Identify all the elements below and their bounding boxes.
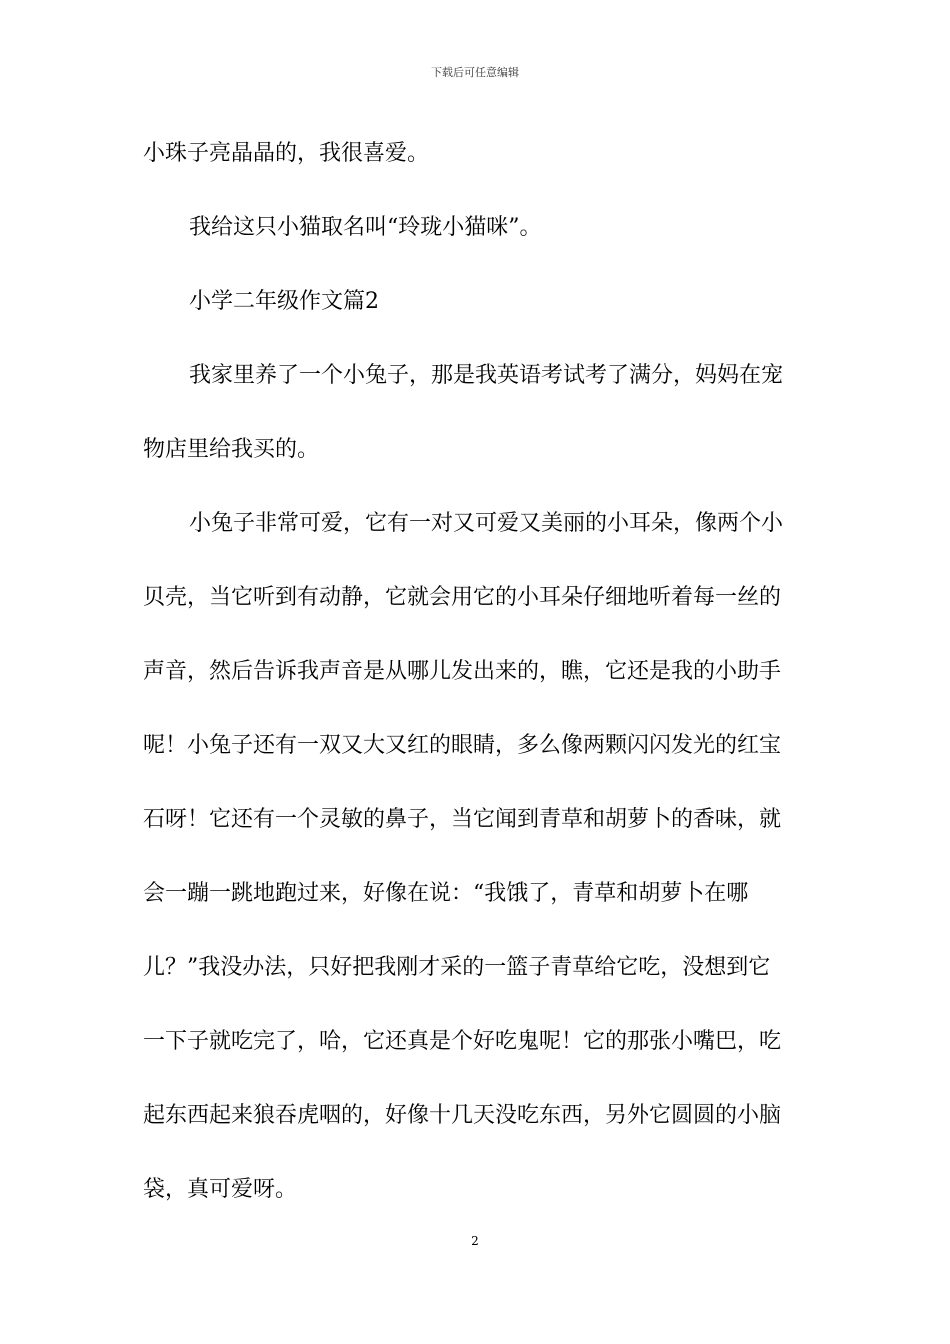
text-line: 贝壳，当它听到有动静，它就会用它的小耳朵仔细地听着每一丝的 <box>143 585 782 610</box>
text-line: 一下子就吃完了，哈，它还真是个好吃鬼呢！它的那张小嘴巴，吃 <box>143 1029 782 1054</box>
text-line: 声音，然后告诉我声音是从哪儿发出来的，瞧，它还是我的小助手 <box>143 659 782 684</box>
text-line: 物店里给我买的。 <box>143 437 320 462</box>
page-header: 下载后可任意编辑 <box>431 66 519 79</box>
text-line: 我家里养了一个小兔子，那是我英语考试考了满分，妈妈在宠 <box>189 363 784 388</box>
text-line: 小兔子非常可爱，它有一对又可爱又美丽的小耳朵，像两个小 <box>189 511 784 536</box>
text-line: 会一蹦一跳地跑过来，好像在说：“我饿了，青草和胡萝卜在哪 <box>143 881 749 906</box>
body-text <box>143 124 808 1234</box>
text-line: 袋，真可爱呀。 <box>143 1177 298 1202</box>
section-heading: 小学二年级作文篇2 <box>189 289 379 314</box>
text-line: 我给这只小猫取名叫“玲珑小猫咪”。 <box>189 215 542 240</box>
text-line: 起东西起来狼吞虎咽的，好像十几天没吃东西，另外它圆圆的小脑 <box>143 1103 782 1128</box>
text-line: 呢！小兔子还有一双又大又红的眼睛，多么像两颗闪闪发光的红宝 <box>143 733 782 758</box>
text-line: 石呀！它还有一个灵敏的鼻子，当它闻到青草和胡萝卜的香味，就 <box>143 807 782 832</box>
page-number: 2 <box>471 1234 479 1248</box>
text-line: 小珠子亮晶晶的，我很喜爱。 <box>143 141 430 166</box>
text-line: 儿？”我没办法，只好把我刚才采的一篮子青草给它吃，没想到它 <box>143 955 771 980</box>
